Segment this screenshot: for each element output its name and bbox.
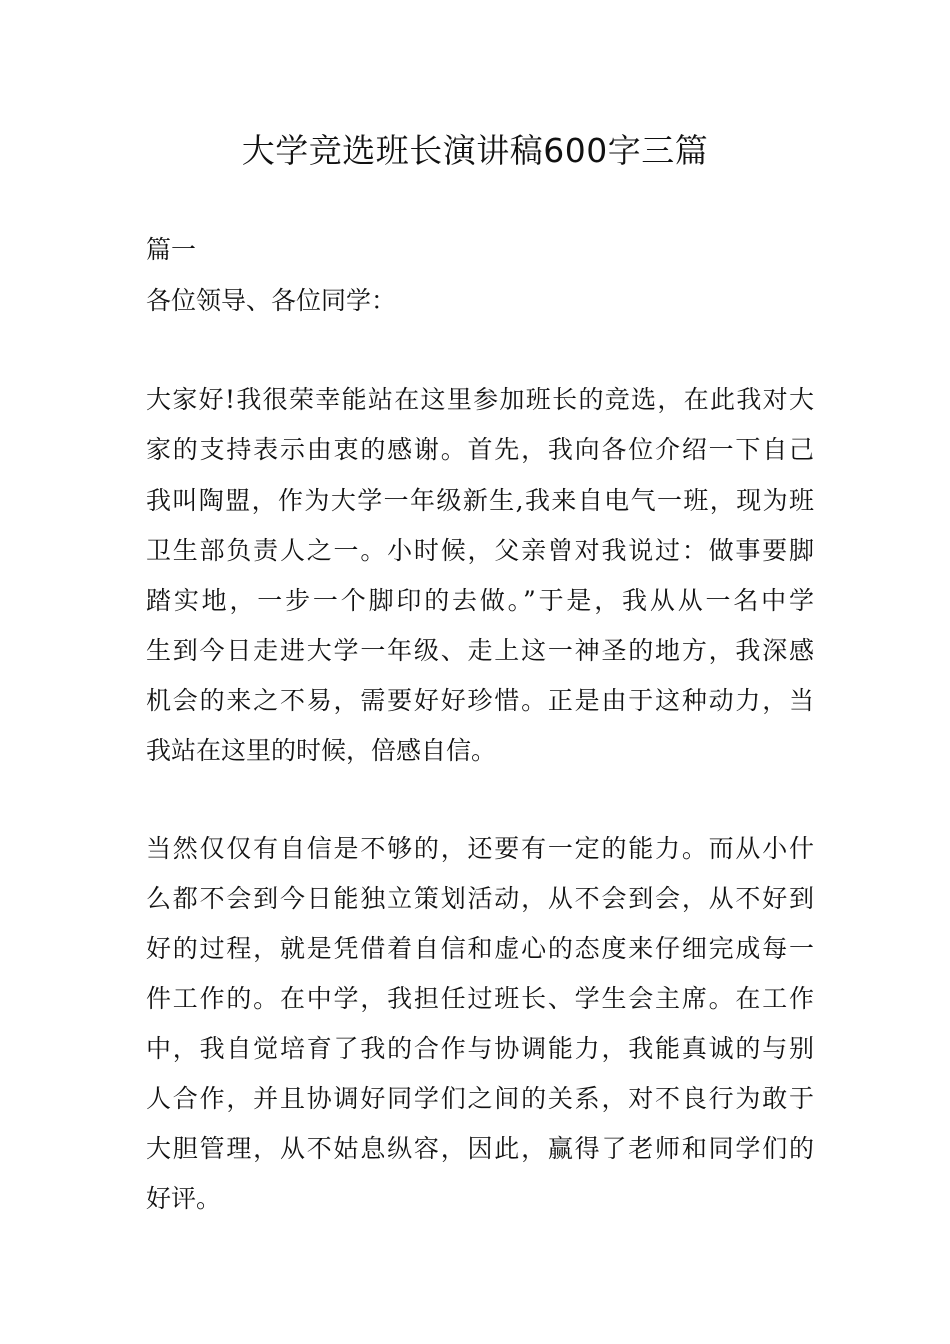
paragraph-line: 我叫陶盟，作为大学一年级新生,我来自电气一班，现为班	[146, 486, 814, 515]
paragraph-line: 家的支持表示由衷的感谢。首先，我向各位介绍一下自己	[146, 435, 814, 464]
paragraph-line: 大胆管理，从不姑息纵容，因此，赢得了老师和同学们的	[146, 1134, 814, 1163]
paragraph-line: 么都不会到今日能独立策划活动，从不会到会，从不好到	[146, 884, 814, 913]
paragraph-line: 我站在这里的时候，倍感自信。	[146, 736, 497, 765]
paragraph-line: 中，我自觉培育了我的合作与协调能力，我能真诚的与别	[146, 1034, 814, 1063]
section-heading: 篇一	[146, 235, 197, 264]
paragraph-line: 踏实地，一步一个脚印的去做。”于是，我从从一名中学	[146, 586, 814, 615]
paragraph-line: 当然仅仅有自信是不够的，还要有一定的能力。而从小什	[146, 834, 814, 863]
paragraph-line: 好的过程，就是凭借着自信和虚心的态度来仔细完成每一	[146, 934, 814, 963]
paragraph-line: 机会的来之不易，需要好好珍惜。正是由于这种动力，当	[146, 686, 814, 715]
paragraph-line: 件工作的。在中学，我担任过班长、学生会主席。在工作	[146, 984, 814, 1013]
paragraph-line: 大家好!我很荣幸能站在这里参加班长的竞选，在此我对大	[146, 385, 814, 414]
paragraph-line: 人合作，并且协调好同学们之间的关系，对不良行为敢于	[146, 1084, 814, 1113]
document-title: 大学竞选班长演讲稿600字三篇	[241, 131, 709, 170]
salutation: 各位领导、各位同学：	[146, 286, 397, 315]
paragraph-line: 生到今日走进大学一年级、走上这一神圣的地方，我深感	[146, 636, 814, 665]
paragraph-line: 好评。	[146, 1184, 222, 1213]
paragraph-line: 卫生部负责人之一。小时候，父亲曾对我说过：做事要脚	[146, 536, 814, 565]
